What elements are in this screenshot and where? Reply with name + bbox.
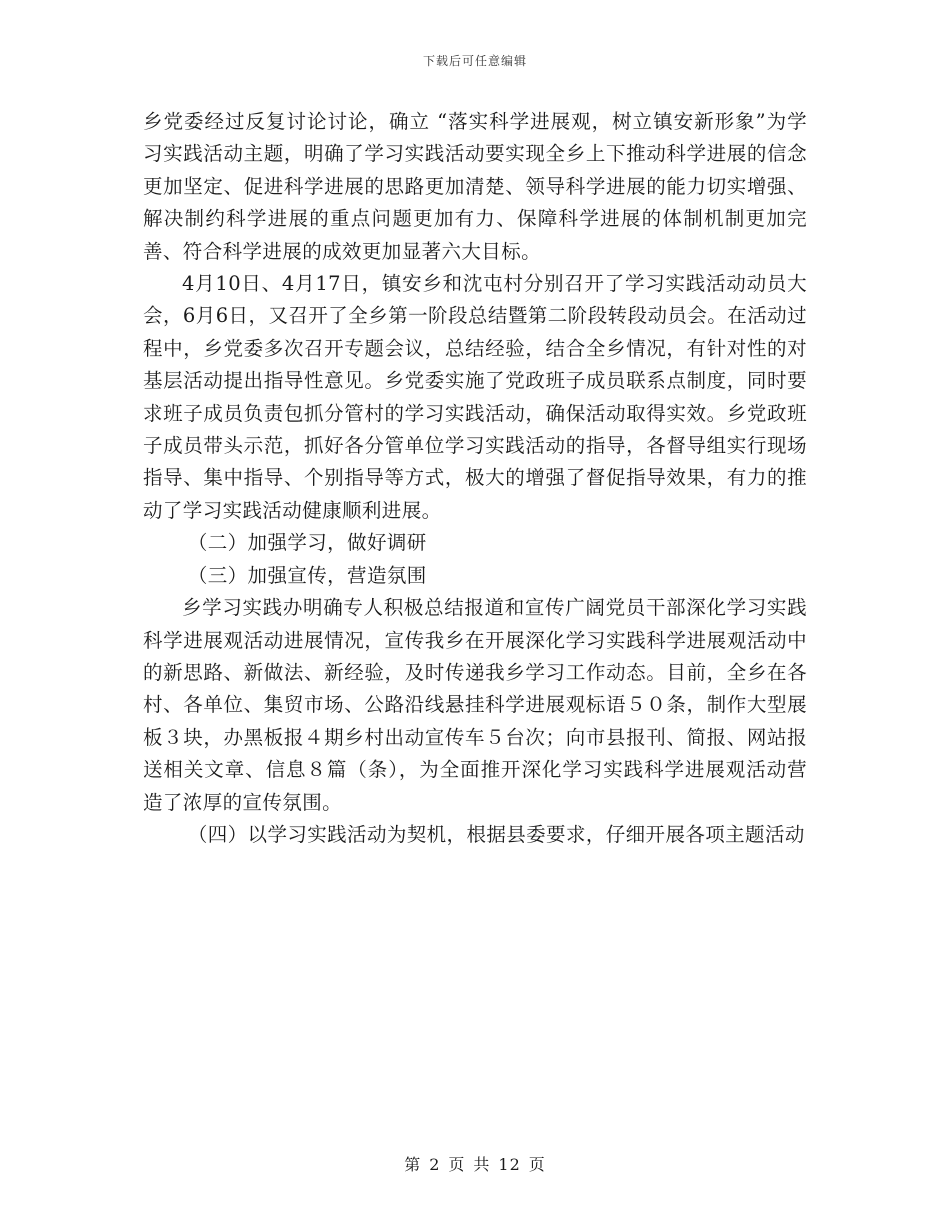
section-heading-activities: （四）以学习实践活动为契机，根据县委要求，仔细开展各项主题活动 <box>187 822 805 846</box>
section-heading-publicity: （三）加强宣传，营造氛围 <box>187 563 427 587</box>
page-header: 下载后可任意编辑 <box>422 54 527 68</box>
footer-label-di: 第 <box>404 1155 422 1174</box>
paragraph-theme: 乡党委经过反复讨论讨论，确立 “落实科学进展观，树立镇安新形象”为学习实践活动主题，明确了学习实践活动要实现全乡上下推动科学进展的信念更加坚定、促进科学进展的思路更加清楚、领导科学进展的能力切实增强、解决制约科学进展的重点问题更加有力、保障科学进展的体制机制更加完善、符合科学进展的成效更加显著六大目标。 <box>143 110 807 263</box>
footer-label-ye-2: 页 <box>528 1155 546 1174</box>
footer-total-pages: 12 <box>498 1155 521 1174</box>
footer-page-number: 2 <box>429 1155 441 1174</box>
paragraph-meetings: 4月10日、4月17日，镇安乡和沈屯村分别召开了学习实践活动动员大会，6月6日，又召开了全乡第一阶段总结暨第二阶段转段动员会。在活动过程中，乡党委多次召开专题会议，总结经验，结合全乡情况，有针对性的对基层活动提出指导性意见。乡党委实施了党政班子成员联系点制度，同时要求班子成员负责包抓分管村的学习实践活动，确保活动取得实效。乡党政班子成员带头示范，抓好各分管单位学习实践活动的指导，各督导组实行现场指导、集中指导、个别指导等方式，极大的增强了督促指导效果，有力的推动了学习实践活动健康顺利进展。 <box>143 272 807 522</box>
page-footer <box>0 1152 950 1175</box>
footer-label-ye: 页 <box>448 1155 466 1174</box>
section-heading-study: （二）加强学习，做好调研 <box>187 531 427 555</box>
document-body <box>143 106 807 851</box>
footer-label-gong: 共 <box>473 1155 491 1174</box>
paragraph-publicity: 乡学习实践办明确专人积极总结报道和宣传广阔党员干部深化学习实践科学进展观活动进展情况，宣传我乡在开展深化学习实践科学进展观活动中的新思路、新做法、新经验，及时传递我乡学习工作动态。目前，全乡在各村、各单位、集贸市场、公路沿线悬挂科学进展观标语５０条，制作大型展板３块，办黑板报４期乡村出动宣传车５台次；向市县报刊、简报、网站报送相关文章、信息８篇（条），为全面推开深化学习实践科学进展观活动营造了浓厚的宣传氛围。 <box>143 596 807 814</box>
